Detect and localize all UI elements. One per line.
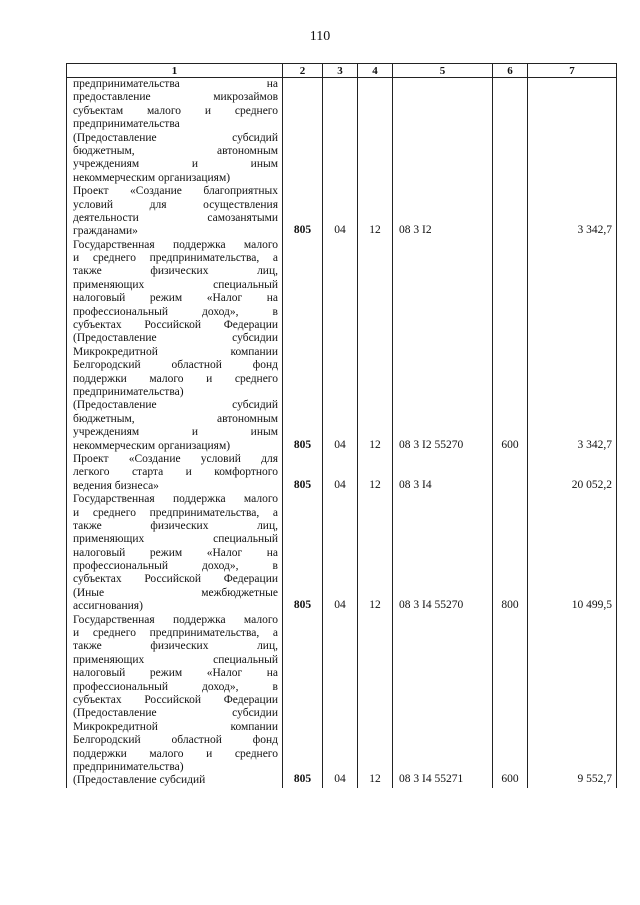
description-line: налоговый режим «Налог на xyxy=(73,292,278,305)
expense-type xyxy=(493,453,528,493)
description-line: гражданами» xyxy=(73,225,138,238)
description-line: и среднего предпринимательства, а xyxy=(73,506,278,519)
description-line: некоммерческим организациям) xyxy=(73,439,231,452)
description-line: (Предоставление субсидий xyxy=(73,131,278,144)
description-line: Микрокредитной компании xyxy=(73,720,278,733)
description-line: некоммерческим организациям) xyxy=(73,171,231,184)
description-line: применяющих специальный xyxy=(73,533,278,546)
description-line: субъектам малого и среднего xyxy=(73,104,278,117)
description-line: профессиональный доход», в xyxy=(73,680,278,693)
subsection-code xyxy=(358,78,393,186)
amount: 9 552,7 xyxy=(528,614,617,788)
description-line: и среднего предпринимательства, а xyxy=(73,252,278,265)
subsection-code: 12 xyxy=(358,185,393,239)
section-code: 04 xyxy=(323,453,358,493)
row-description xyxy=(67,185,283,239)
description-line: и среднего предпринимательства, а xyxy=(73,627,278,640)
table-row xyxy=(67,453,617,493)
description-line: субъектах Российской Федерации xyxy=(73,573,278,586)
description-line: также физических лиц, xyxy=(73,640,278,653)
subsection-code: 12 xyxy=(358,239,393,453)
description-line: профессиональный доход», в xyxy=(73,560,278,573)
budget-table xyxy=(66,63,617,788)
description-line: также физических лиц, xyxy=(73,265,278,278)
amount: 3 342,7 xyxy=(528,239,617,453)
ministry-code: 805 xyxy=(283,185,323,239)
row-description xyxy=(67,78,283,186)
description-line: налоговый режим «Налог на xyxy=(73,667,278,680)
description-line: применяющих специальный xyxy=(73,278,278,291)
description-line: (Предоставление субсидии xyxy=(73,707,278,720)
description-line: Микрокредитной компании xyxy=(73,345,278,358)
amount: 20 052,2 xyxy=(528,453,617,493)
row-description xyxy=(67,453,283,493)
row-description xyxy=(67,614,283,788)
target-article: 08 3 I4 55271 xyxy=(393,614,493,788)
description-line: Белгородский областной фонд xyxy=(73,359,278,372)
description-line: деятельности самозанятыми xyxy=(73,211,278,224)
table-row xyxy=(67,185,617,239)
description-line: субъектах Российской Федерации xyxy=(73,693,278,706)
ministry-code xyxy=(283,78,323,186)
ministry-code: 805 xyxy=(283,239,323,453)
column-header: 2 xyxy=(283,64,323,78)
description-line: Проект «Создание условий для xyxy=(73,452,278,465)
expense-type xyxy=(493,78,528,186)
description-line: (Предоставление субсидий xyxy=(73,774,206,787)
column-header: 6 xyxy=(493,64,528,78)
ministry-code: 805 xyxy=(283,614,323,788)
column-header: 4 xyxy=(358,64,393,78)
amount: 3 342,7 xyxy=(528,185,617,239)
row-description xyxy=(67,493,283,614)
column-header: 7 xyxy=(528,64,617,78)
description-line: применяющих специальный xyxy=(73,653,278,666)
target-article: 08 3 I4 55270 xyxy=(393,493,493,614)
description-line: Государственная поддержка малого xyxy=(73,613,278,626)
section-code: 04 xyxy=(323,239,358,453)
description-line: поддержки малого и среднего xyxy=(73,747,278,760)
description-line: ассигнования) xyxy=(73,600,143,613)
description-line: субъектах Российской Федерации xyxy=(73,319,278,332)
description-line: бюджетным, автономным xyxy=(73,412,278,425)
page-number: 110 xyxy=(309,29,331,44)
description-line: предоставление микрозаймов xyxy=(73,91,278,104)
table-row xyxy=(67,78,617,186)
description-line: учреждениям и иным xyxy=(73,426,278,439)
description-line: поддержки малого и среднего xyxy=(73,372,278,385)
target-article: 08 3 I2 55270 xyxy=(393,239,493,453)
subsection-code: 12 xyxy=(358,614,393,788)
description-line: Государственная поддержка малого xyxy=(73,238,278,251)
table-body xyxy=(67,78,617,788)
description-line: Белгородский областной фонд xyxy=(73,734,278,747)
description-line: (Предоставление субсидий xyxy=(73,399,278,412)
amount: 10 499,5 xyxy=(528,493,617,614)
column-header-row xyxy=(67,64,617,78)
expense-type: 800 xyxy=(493,493,528,614)
section-code: 04 xyxy=(323,614,358,788)
description-line: предпринимательства на xyxy=(73,78,278,90)
description-line: условий для осуществления xyxy=(73,198,278,211)
subsection-code: 12 xyxy=(358,493,393,614)
amount xyxy=(528,78,617,186)
section-code: 04 xyxy=(323,185,358,239)
description-line: также физических лиц, xyxy=(73,519,278,532)
expense-type: 600 xyxy=(493,614,528,788)
table-row xyxy=(67,493,617,614)
column-header: 5 xyxy=(393,64,493,78)
ministry-code: 805 xyxy=(283,453,323,493)
description-line: налоговый режим «Налог на xyxy=(73,546,278,559)
table-row xyxy=(67,614,617,788)
description-line: предпринимательства) xyxy=(73,760,184,773)
target-article: 08 3 I4 xyxy=(393,453,493,493)
section-code xyxy=(323,78,358,186)
description-line: предпринимательства) xyxy=(73,385,184,398)
target-article xyxy=(393,78,493,186)
table-row xyxy=(67,239,617,453)
description-line: Государственная поддержка малого xyxy=(73,493,278,506)
description-line: учреждениям и иным xyxy=(73,158,278,171)
description-line: (Предоставление субсидии xyxy=(73,332,278,345)
description-line: профессиональный доход», в xyxy=(73,305,278,318)
description-line: бюджетным, автономным xyxy=(73,144,278,157)
row-description xyxy=(67,239,283,453)
subsection-code: 12 xyxy=(358,453,393,493)
description-line: ведения бизнеса» xyxy=(73,479,159,492)
expense-type: 600 xyxy=(493,239,528,453)
description-line: предпринимательства xyxy=(73,118,180,131)
description-line: легкого старта и комфортного xyxy=(73,466,278,479)
target-article: 08 3 I2 xyxy=(393,185,493,239)
description-line: Проект «Создание благоприятных xyxy=(73,185,278,198)
section-code: 04 xyxy=(323,493,358,614)
description-line: (Иные межбюджетные xyxy=(73,586,278,599)
ministry-code: 805 xyxy=(283,493,323,614)
column-header: 1 xyxy=(67,64,283,78)
expense-type xyxy=(493,185,528,239)
column-header: 3 xyxy=(323,64,358,78)
